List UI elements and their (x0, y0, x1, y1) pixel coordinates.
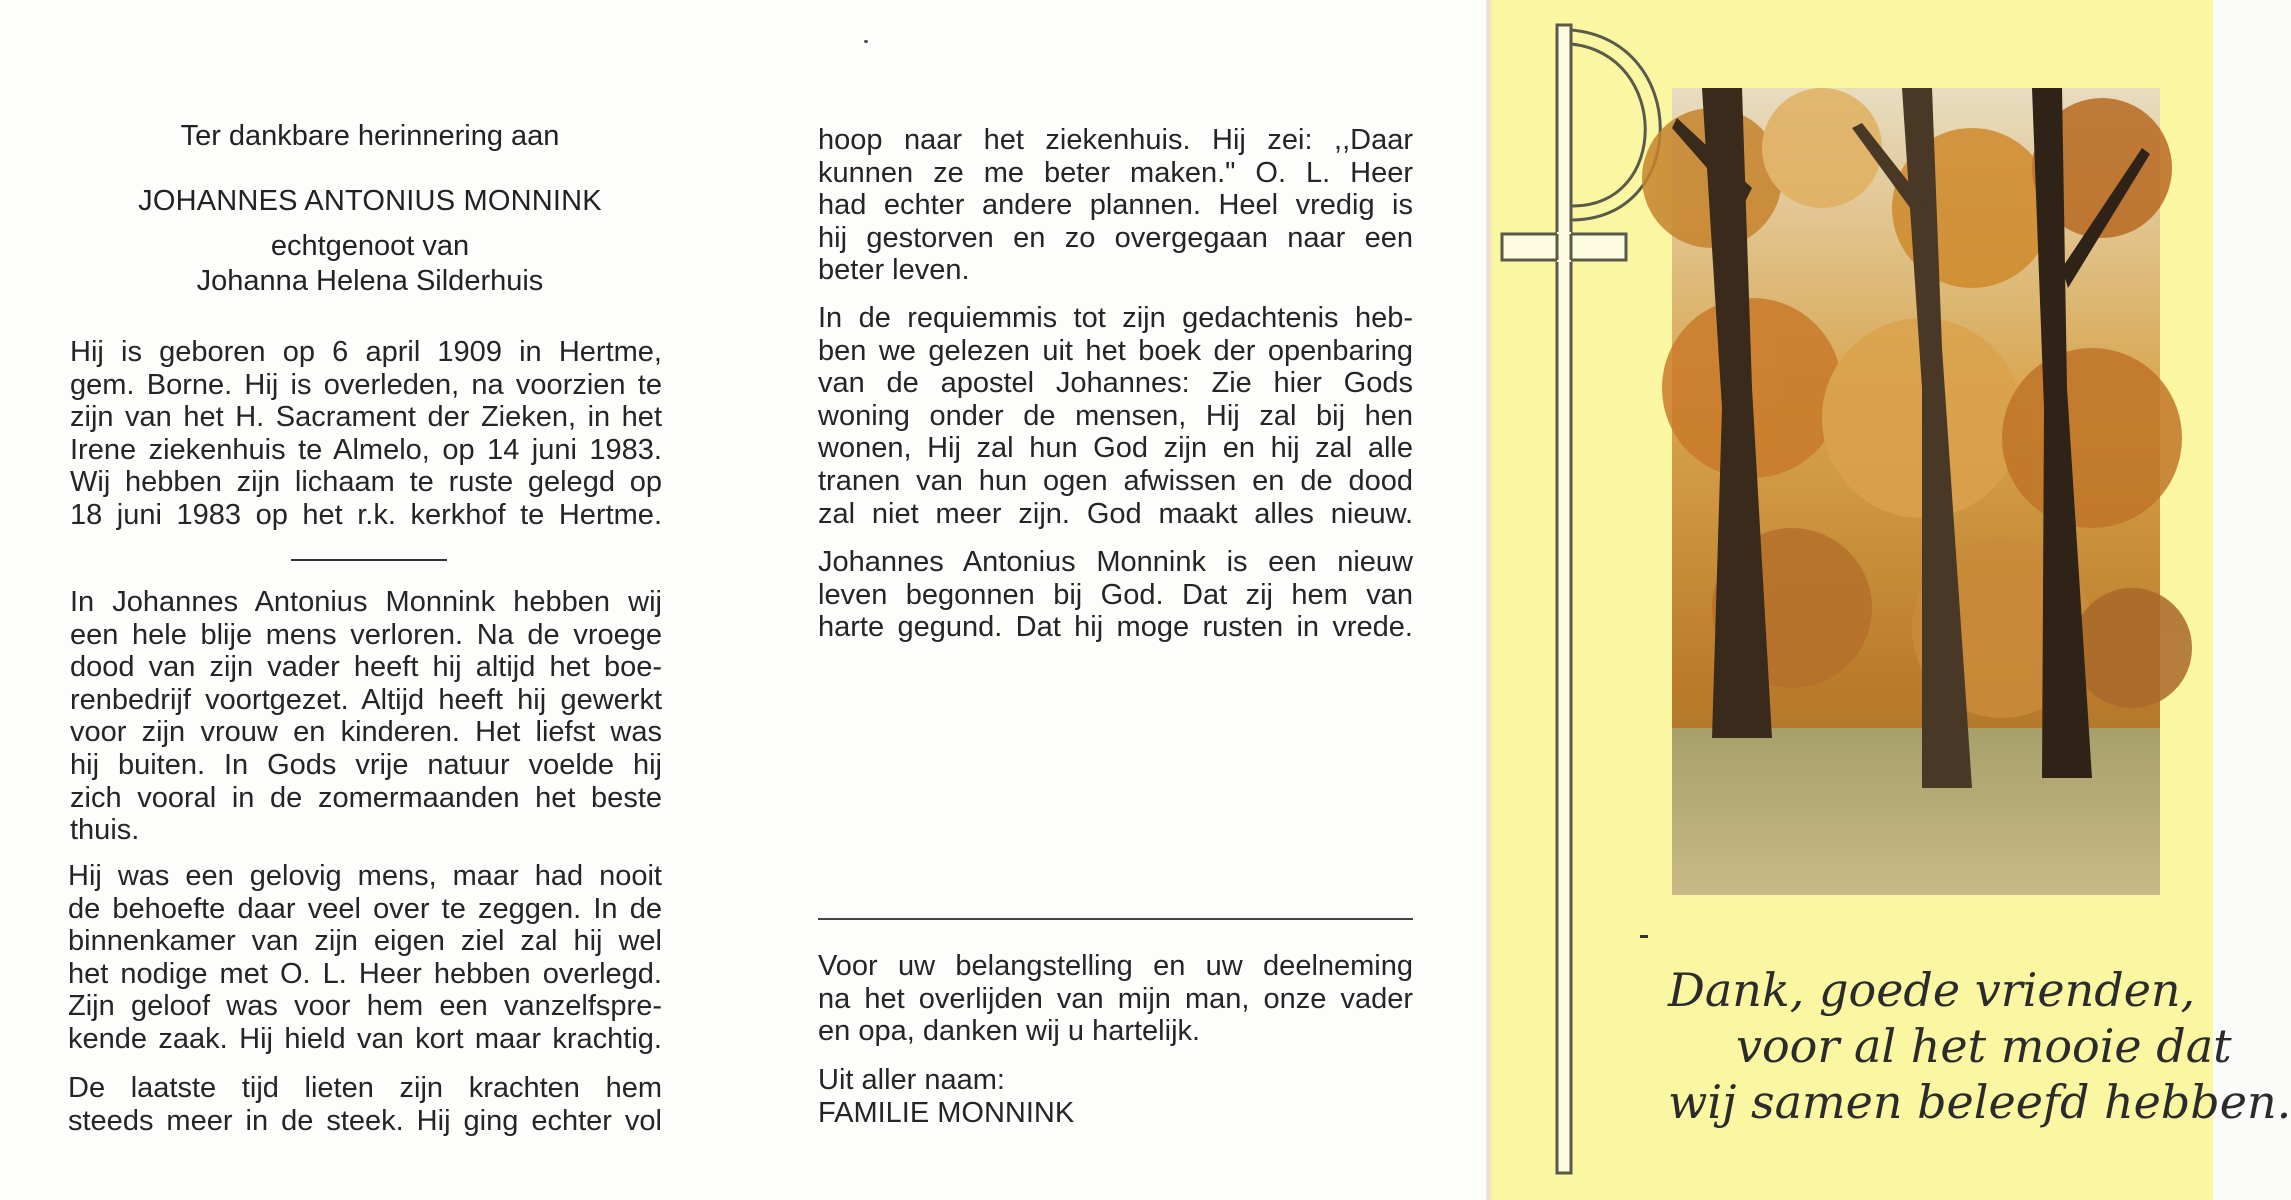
text-line: de behoefte daar veel over te zeggen. In de (68, 892, 662, 925)
text-line: 18 juni 1983 op het r.k. kerkhof te Hertme. (70, 498, 662, 531)
text-line: Wij hebben zijn lichaam te ruste gelegd op (70, 466, 662, 499)
text-line: ben we gelezen uit het boek der openbaring (818, 334, 1413, 367)
header-block (68, 120, 672, 298)
text-line: wonen, Hij zal hun God zijn en hij zal alle (818, 432, 1413, 465)
text-line: Hij was een gelovig mens, maar had nooit (68, 860, 662, 892)
signature-block (818, 1064, 1413, 1129)
header-intro: Ter dankbare herinnering aan (180, 120, 560, 152)
paragraph-new-life (818, 546, 1413, 644)
text-line: en opa, danken wij u hartelijk. (818, 1015, 1201, 1048)
family-signature: FAMILIE MONNINK (818, 1096, 1075, 1129)
print-speck (1640, 935, 1648, 938)
text-line: De laatste tijd lieten zijn krachten hem (68, 1072, 662, 1104)
text-line: zal niet meer zijn. God maakt alles nieuw. (818, 497, 1413, 530)
paragraph-birth-death (70, 336, 662, 532)
text-line: voor zijn vrouw en kinderen. Het liefst was (70, 716, 662, 749)
page-edge (1486, 0, 1492, 1200)
text-line: zich vooral in de zomermaanden het beste (70, 781, 662, 814)
deceased-name: JOHANNES ANTONIUS MONNINK (138, 185, 602, 217)
text-line: steeds meer in de steek. Hij ging echter vol (68, 1104, 662, 1137)
text-line: hij gestorven en zo overgegaan naar een (818, 221, 1413, 254)
thanks-line-1: Dank, goede vrienden, (1668, 963, 2196, 1017)
text-line: dood van zijn vader heeft hij altijd het boe- (70, 651, 662, 684)
text-line: had echter andere plannen. Heel vredig is (818, 189, 1413, 222)
text-line: In Johannes Antonius Monnink hebben wij (70, 586, 662, 618)
text-line: Zijn geloof was voor hem een vanzelfspre- (68, 990, 662, 1023)
text-line: Irene ziekenhuis te Almelo, op 14 juni 1983. (70, 433, 662, 466)
text-line: tranen van hun ogen afwissen en de dood (818, 464, 1413, 497)
separator-line (291, 559, 447, 561)
text-line: leven begonnen bij God. Dat zij hem van (818, 578, 1413, 611)
text-line: Hij is geboren op 6 april 1909 in Hertme, (70, 336, 662, 368)
text-line: renbedrijf voortgezet. Altijd heeft hij gewerkt (70, 683, 662, 716)
text-line: na het overlijden van mijn man, onze vader (818, 982, 1413, 1015)
thanks-verse (1668, 962, 2291, 1130)
spouse-name: Johanna Helena Silderhuis (196, 265, 544, 297)
text-line: beter leven. (818, 254, 970, 287)
text-line: thuis. (70, 814, 140, 847)
text-line: harte gegund. Dat hij moge rusten in vrede. (818, 611, 1413, 644)
separator-line (818, 918, 1413, 920)
text-line: Johannes Antonius Monnink is een nieuw (818, 546, 1413, 578)
print-speck (864, 40, 868, 43)
paragraph-requiem (818, 302, 1413, 530)
text-line: binnenkamer van zijn eigen ziel zal hij wel (68, 925, 662, 958)
text-line: woning onder de mensen, Hij zal bij hen (818, 399, 1413, 432)
text-line: zijn van het H. Sacrament der Zieken, in het (70, 401, 662, 434)
paragraph-last-days (68, 1072, 662, 1137)
paragraph-faith (68, 860, 662, 1056)
on-behalf-label: Uit aller naam: (818, 1064, 1005, 1096)
spouse-label: echtgenoot van (270, 230, 470, 262)
thanks-line-3: wij samen beleefd hebben. (1668, 1075, 2291, 1129)
text-line: Voor uw belangstelling en uw deelneming (818, 950, 1413, 982)
left-page (0, 0, 785, 1200)
text-line: het nodige met O. L. Heer hebben overlegd. (68, 957, 662, 990)
paragraph-life (70, 586, 662, 847)
text-line: hoop naar het ziekenhuis. Hij zei: ,,Daar (818, 124, 1413, 156)
text-line: In de requiemmis tot zijn gedachtenis heb- (818, 302, 1413, 334)
thanks-line-2: voor al het mooie dat (1736, 1019, 2232, 1073)
text-line: kende zaak. Hij hield van kort maar krachtig. (68, 1022, 662, 1055)
text-line: hij buiten. In Gods vrije natuur voelde hij (70, 748, 662, 781)
acknowledgement (818, 950, 1413, 1048)
text-line: gem. Borne. Hij is overleden, na voorzien te (70, 368, 662, 401)
paragraph-hospital (818, 124, 1413, 287)
text-line: een hele blije mens verloren. Na de vroege (70, 618, 662, 651)
text-line: van de apostel Johannes: Zie hier Gods (818, 367, 1413, 400)
autumn-trees-photo (1672, 88, 2160, 895)
text-line: kunnen ze me beter maken." O. L. Heer (818, 156, 1413, 189)
